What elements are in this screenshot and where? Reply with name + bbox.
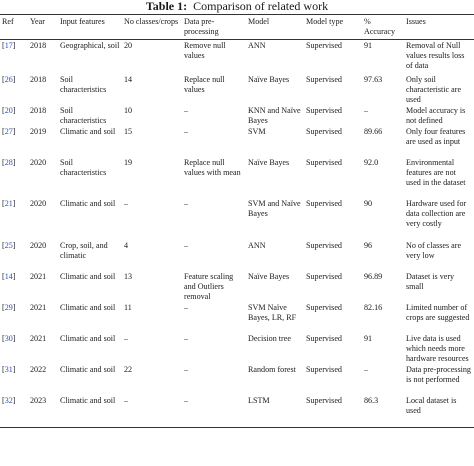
table-row (0, 271, 474, 302)
caption-title: Comparison of related work (193, 0, 329, 13)
issues-cell: Only four features are used as input (406, 126, 466, 146)
accuracy-cell: 91 (364, 333, 373, 343)
reference-link[interactable]: 26 (4, 74, 13, 84)
header-issues: Issues (406, 17, 426, 26)
preprocessing-cell: – (184, 240, 189, 250)
preprocessing-cell: Replace null values (184, 74, 225, 94)
classes-cell: 10 (124, 105, 133, 115)
preprocessing-cell: – (184, 126, 189, 136)
year-cell: 2020 (30, 198, 47, 208)
preprocessing-cell: Replace null values with mean (184, 157, 241, 177)
input-features-cell: Soil characteristics (60, 105, 107, 125)
ref-cell: [30] (2, 333, 16, 343)
classes-cell: – (124, 395, 129, 405)
table-header (0, 15, 474, 40)
ref-cell: [32] (2, 395, 16, 405)
input-features-cell: Climatic and soil (60, 302, 116, 312)
issues-cell: Data pre-processing is not performed (406, 364, 471, 384)
header-no-classes: No classes/crops (124, 17, 179, 26)
header-ref: Ref (2, 17, 14, 26)
reference-link[interactable]: 25 (4, 240, 13, 250)
ref-cell: [29] (2, 302, 16, 312)
accuracy-cell: 86.3 (364, 395, 379, 405)
model-type-cell: Supervised (306, 240, 342, 250)
related-work-table (0, 14, 474, 428)
ref-cell: [27] (2, 126, 16, 136)
table-row (0, 302, 474, 333)
input-features-cell: Crop, soil, and climatic (60, 240, 108, 260)
accuracy-cell: 82.16 (364, 302, 383, 312)
header-year: Year (30, 17, 45, 26)
reference-link[interactable]: 29 (4, 302, 13, 312)
issues-cell: Hardware used for data collection are very costly (406, 198, 467, 228)
input-features-cell: Climatic and soil (60, 364, 116, 374)
model-cell: SVM Naïve Bayes, LR, RF (248, 302, 297, 322)
table-caption (0, 0, 474, 14)
model-type-cell: Supervised (306, 271, 342, 281)
preprocessing-cell: – (184, 198, 189, 208)
model-cell: SVM and Naïve Bayes (248, 198, 301, 218)
input-features-cell: Climatic and soil (60, 395, 116, 405)
classes-cell: 22 (124, 364, 133, 374)
ref-cell: [28] (2, 157, 16, 167)
table-row (0, 74, 474, 105)
preprocessing-cell: – (184, 364, 189, 374)
preprocessing-cell: – (184, 105, 189, 115)
model-cell: ANN (248, 41, 266, 50)
ref-cell: [31] (2, 364, 16, 374)
model-cell: Naïve Bayes (248, 271, 290, 281)
model-type-cell: Supervised (306, 395, 342, 405)
accuracy-cell: 89.66 (364, 126, 383, 136)
ref-cell: [25] (2, 240, 16, 250)
header-row (0, 15, 474, 40)
year-cell: 2023 (30, 395, 47, 405)
year-cell: 2019 (30, 126, 47, 136)
table-row (0, 40, 474, 74)
ref-cell: [26] (2, 74, 16, 84)
issues-cell: Environmental features are not used in the dataset (406, 157, 466, 187)
reference-link[interactable]: 28 (4, 157, 13, 167)
model-type-cell: Supervised (306, 364, 342, 374)
header-model: Model (248, 17, 270, 26)
accuracy-cell: – (364, 364, 369, 374)
year-cell: 2021 (30, 302, 47, 312)
ref-cell: [14] (2, 271, 16, 281)
model-type-cell: Supervised (306, 302, 342, 312)
issues-cell: Local dataset is used (406, 395, 457, 415)
year-cell: 2021 (30, 333, 47, 343)
classes-cell: 20 (124, 41, 133, 50)
preprocessing-cell: – (184, 302, 189, 312)
input-features-cell: Geographical, soil (60, 41, 120, 50)
reference-link[interactable]: 32 (4, 395, 13, 405)
model-cell: Naïve Bayes (248, 74, 290, 84)
year-cell: 2022 (30, 364, 47, 374)
year-cell: 2018 (30, 105, 47, 115)
year-cell: 2018 (30, 41, 47, 50)
preprocessing-cell: Remove null values (184, 41, 226, 60)
accuracy-cell: 96 (364, 240, 373, 250)
input-features-cell: Soil characteristics (60, 157, 107, 177)
table-row (0, 364, 474, 395)
accuracy-cell: – (364, 105, 369, 115)
year-cell: 2021 (30, 271, 47, 281)
model-type-cell: Supervised (306, 41, 342, 50)
issues-cell: Model accuracy is not defined (406, 105, 466, 125)
reference-link[interactable]: 20 (4, 105, 13, 115)
model-cell: Decision tree (248, 333, 291, 343)
classes-cell: 13 (124, 271, 133, 281)
classes-cell: 4 (124, 240, 129, 250)
model-cell: Random forest (248, 364, 296, 374)
reference-link[interactable]: 17 (4, 41, 13, 50)
input-features-cell: Climatic and soil (60, 271, 116, 281)
reference-link[interactable]: 31 (4, 364, 13, 374)
table-body (0, 40, 474, 428)
header-accuracy: % Accuracy (364, 17, 396, 36)
accuracy-cell: 92.0 (364, 157, 379, 167)
reference-link[interactable]: 27 (4, 126, 13, 136)
classes-cell: – (124, 333, 129, 343)
table-row (0, 395, 474, 428)
model-cell: SVM (248, 126, 266, 136)
model-type-cell: Supervised (306, 126, 342, 136)
input-features-cell: Climatic and soil (60, 126, 116, 136)
accuracy-cell: 97.63 (364, 74, 383, 84)
preprocessing-cell: – (184, 333, 189, 343)
issues-cell: No of classes are very low (406, 240, 462, 260)
model-type-cell: Supervised (306, 105, 342, 115)
ref-cell: [20] (2, 105, 16, 115)
classes-cell: – (124, 198, 129, 208)
table-row (0, 240, 474, 271)
header-data-preprocessing: Data pre-processing (184, 17, 219, 36)
caption-label: Table 1: (145, 0, 188, 13)
table-row (0, 333, 474, 364)
issues-cell: Only soil characteristic are used (406, 74, 462, 104)
ref-cell: [21] (2, 198, 16, 208)
model-cell: ANN (248, 240, 266, 250)
reference-link[interactable]: 30 (4, 333, 13, 343)
model-type-cell: Supervised (306, 74, 342, 84)
table-row (0, 198, 474, 240)
classes-cell: 15 (124, 126, 133, 136)
model-cell: KNN and Naïve Bayes (248, 105, 301, 125)
issues-cell: Limited number of crops are suggested (406, 302, 470, 322)
input-features-cell: Soil characteristics (60, 74, 107, 94)
classes-cell: 11 (124, 302, 132, 312)
header-model-type: Model type (306, 17, 344, 26)
accuracy-cell: 91 (364, 41, 373, 50)
preprocessing-cell: – (184, 395, 189, 405)
model-type-cell: Supervised (306, 157, 342, 167)
year-cell: 2020 (30, 157, 47, 167)
table-row (0, 126, 474, 157)
preprocessing-cell: Feature scaling and Outliers removal (184, 271, 234, 301)
classes-cell: 14 (124, 74, 133, 84)
header-input-features: Input features (60, 17, 105, 26)
model-type-cell: Supervised (306, 198, 342, 208)
year-cell: 2020 (30, 240, 47, 250)
table-row (0, 105, 474, 126)
input-features-cell: Climatic and soil (60, 333, 116, 343)
ref-cell: [17] (2, 41, 16, 50)
reference-link[interactable]: 14 (4, 271, 13, 281)
classes-cell: 19 (124, 157, 133, 167)
table-row (0, 157, 474, 198)
issues-cell: Dataset is very small (406, 271, 455, 291)
issues-cell: Live data is used which needs more hardware resources (406, 333, 469, 363)
issues-cell: Removal of Null values results loss of data (406, 41, 465, 70)
model-type-cell: Supervised (306, 333, 342, 343)
accuracy-cell: 90 (364, 198, 373, 208)
model-cell: Naïve Bayes (248, 157, 290, 167)
model-cell: LSTM (248, 395, 270, 405)
year-cell: 2018 (30, 74, 47, 84)
reference-link[interactable]: 21 (4, 198, 13, 208)
input-features-cell: Climatic and soil (60, 198, 116, 208)
accuracy-cell: 96.89 (364, 271, 383, 281)
